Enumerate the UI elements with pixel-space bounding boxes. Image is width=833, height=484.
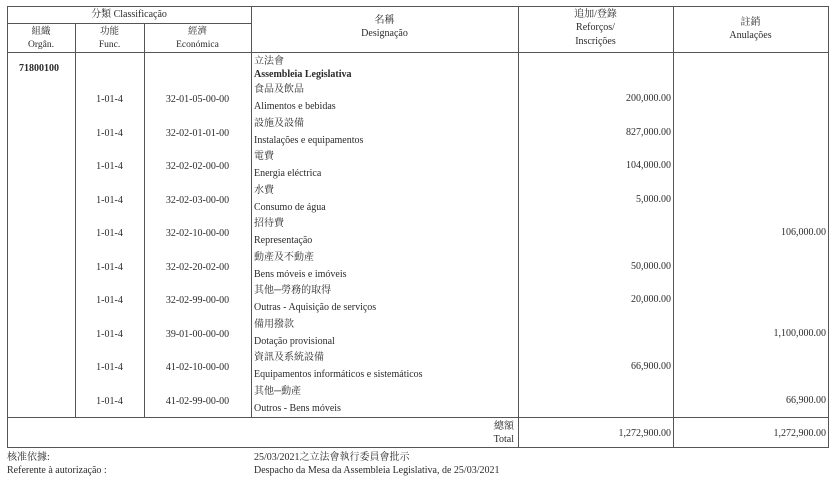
row-econ: 39-01-00-00-00 <box>165 328 230 340</box>
header-func-zh: 功能 <box>99 27 119 37</box>
rule-right <box>828 6 829 448</box>
row-reforco: 200,000.00 <box>626 93 671 104</box>
total-reforco: 1,272,900.00 <box>618 428 671 439</box>
header-econ-zh: 經濟 <box>187 27 207 37</box>
row-func: 1-01-4 <box>96 94 123 105</box>
header-func-pt: Func. <box>98 40 121 50</box>
row-name-zh: 水費 <box>254 184 274 196</box>
rule-body-bottom <box>7 417 829 418</box>
row-func: 1-01-4 <box>96 228 123 239</box>
row-name-zh: 其他─動產 <box>254 385 302 397</box>
row-econ: 32-02-99-00-00 <box>165 295 230 306</box>
footer-desp-zh: 25/03/2021之立法會執行委員會批示 <box>254 452 410 463</box>
rule-func-econ <box>144 23 145 418</box>
header-desig-pt: Designação <box>361 28 408 39</box>
header-ref-pt2: Inscrições <box>575 36 616 47</box>
row-name-pt: Consumo de água <box>254 201 326 213</box>
row-name-pt: Dotação provisional <box>254 335 335 347</box>
row-func: 1-01-4 <box>96 161 123 172</box>
row-econ: 32-02-02-00-00 <box>165 161 230 172</box>
row-econ: 41-02-99-00-00 <box>165 395 230 407</box>
rule-subheader <box>7 23 251 24</box>
organ-name-zh: 立法會 <box>254 56 284 67</box>
row-func: 1-01-4 <box>96 261 123 273</box>
row-name-pt: Equipamentos informáticos e sistemáticos <box>254 369 423 380</box>
row-func: 1-01-4 <box>96 295 123 306</box>
rule-total-bottom <box>7 447 829 448</box>
header-econ-pt: Económica <box>176 40 219 50</box>
rule-left <box>7 6 8 448</box>
row-func: 1-01-4 <box>96 328 123 340</box>
row-func: 1-01-4 <box>96 127 123 139</box>
row-name-zh: 備用撥款 <box>254 318 294 330</box>
row-name-zh: 食品及飲品 <box>254 84 304 95</box>
row-anulacao: 1,100,000.00 <box>773 327 826 339</box>
rule-top <box>7 6 829 7</box>
row-econ: 32-02-10-00-00 <box>165 228 230 239</box>
rule-desig-ref <box>518 6 519 448</box>
footer-desp-pt: Despacho da Mesa da Assembleia Legislativa, de 25/03/2021 <box>254 465 500 476</box>
header-ref-pt1: Reforços/ <box>576 22 615 33</box>
row-name-zh: 資訊及系統設備 <box>254 352 324 363</box>
organ-code: 71800100 <box>19 63 59 74</box>
row-name-pt: Alimentos e bebidas <box>254 101 336 112</box>
row-name-zh: 招待費 <box>254 218 284 229</box>
row-reforco: 50,000.00 <box>631 260 671 272</box>
footer-ref-zh: 核准依據: <box>7 452 50 463</box>
row-name-pt: Energia eléctrica <box>254 168 322 179</box>
rule-econ-desig <box>251 6 252 418</box>
row-reforco: 66,900.00 <box>631 361 671 372</box>
organ-name-pt: Assembleia Legislativa <box>254 69 352 80</box>
row-name-zh: 設施及設備 <box>254 117 304 129</box>
row-econ: 32-02-01-01-00 <box>165 127 230 139</box>
header-anul-zh: 註銷 <box>740 17 761 28</box>
rule-header-bottom <box>7 52 829 53</box>
row-econ: 32-01-05-00-00 <box>165 94 230 105</box>
footer-ref-pt: Referente à autorização : <box>7 465 107 476</box>
row-name-pt: Outros - Bens móveis <box>254 402 341 414</box>
row-econ: 41-02-10-00-00 <box>165 362 230 373</box>
row-name-pt: Instalações e equipamentos <box>254 134 364 146</box>
row-reforco: 827,000.00 <box>626 126 671 138</box>
total-anulacao: 1,272,900.00 <box>773 428 826 439</box>
total-label-pt: Total <box>493 434 514 445</box>
row-name-zh: 其他─勞務的取得 <box>254 285 332 296</box>
row-reforco: 104,000.00 <box>626 160 671 171</box>
row-econ: 32-02-03-00-00 <box>165 194 230 206</box>
row-func: 1-01-4 <box>96 395 123 407</box>
header-org-pt: Orgân. <box>28 40 54 50</box>
row-reforco: 20,000.00 <box>631 294 671 305</box>
rule-ref-anul <box>673 6 674 448</box>
row-name-pt: Bens móveis e imóveis <box>254 268 347 280</box>
row-name-zh: 電費 <box>254 151 274 162</box>
row-name-pt: Representação <box>254 235 313 246</box>
row-econ: 32-02-20-02-00 <box>165 261 230 273</box>
row-name-zh: 動產及不動產 <box>254 251 314 263</box>
row-anulacao: 66,900.00 <box>786 394 826 406</box>
row-reforco: 5,000.00 <box>636 193 671 205</box>
header-org-zh: 組織 <box>31 27 51 37</box>
row-func: 1-01-4 <box>96 362 123 373</box>
header-classificacao: 分類 Classificação <box>91 9 167 20</box>
row-func: 1-01-4 <box>96 194 123 206</box>
header-desig-zh: 名稱 <box>374 15 395 26</box>
row-anulacao: 106,000.00 <box>781 227 826 238</box>
header-ref-zh: 追加/登錄 <box>574 9 617 20</box>
header-anul-pt: Anulações <box>729 30 772 41</box>
rule-org-func <box>75 23 76 418</box>
row-name-pt: Outras - Aquisição de serviços <box>254 302 377 313</box>
total-label-zh: 總額 <box>494 421 514 432</box>
